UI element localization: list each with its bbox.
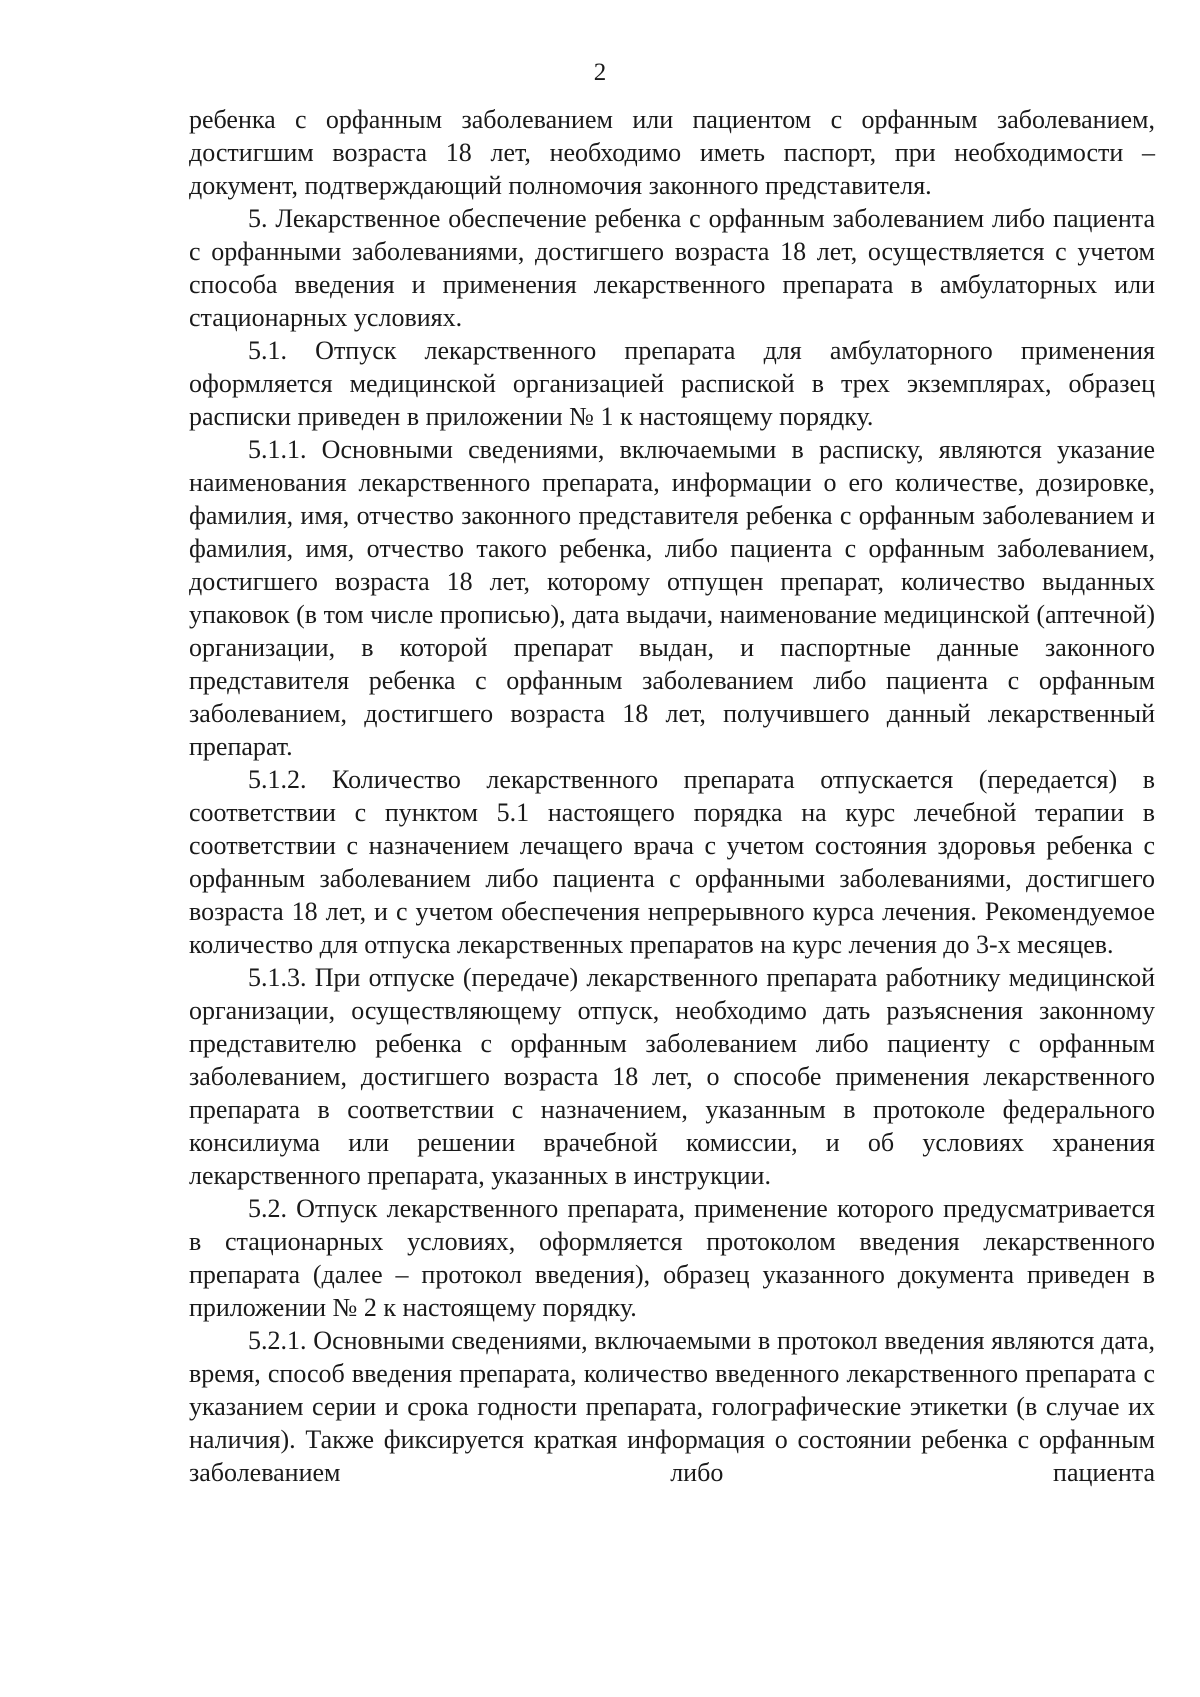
document-body bbox=[189, 103, 1155, 1489]
paragraph-section-5-1-2: 5.1.2. Количество лекарственного препарата отпускается (передается) в соответствии с пунктом 5.1 настоящего порядка на курс лечебной терапии в соответствии с назначением лечащего врача с учетом состояния здоровья ребенка с орфанным заболеванием либо пациента с орфанными заболеваниями, достигшего возраста 18 лет, и с учетом обеспечения непрерывного курса лечения. Рекомендуемое количество для отпуска лекарственных препаратов на курс лечения до 3-х месяцев. bbox=[189, 765, 1155, 959]
paragraph-section-5-2-1: 5.2.1. Основными сведениями, включаемыми в протокол введения являются дата, время, способ введения препарата, количество введенного лекарственного препарата с указанием серии и срока годности препарата, голографические этикетки (в случае их наличия). Также фиксируется краткая информация о состоянии ребенка с орфанным заболеванием либо пациента bbox=[189, 1326, 1155, 1487]
paragraph-section-5-1-3: 5.1.3. При отпуске (передаче) лекарственного препарата работнику медицинской организации, осуществляющему отпуск, необходимо дать разъяснения законному представителю ребенка с орфанным заболеванием либо пациенту с орфанным заболеванием, достигшего возраста 18 лет, о способе применения лекарственного препарата в соответствии с назначением, указанным в протоколе федерального консилиума или решении врачебной комиссии, и об условиях хранения лекарственного препарата, указанных в инструкции. bbox=[189, 963, 1155, 1190]
paragraph-section-5: 5. Лекарственное обеспечение ребенка с орфанным заболеванием либо пациента с орфанными заболеваниями, достигшего возраста 18 лет, осуществляется с учетом способа введения и применения лекарственного препарата в амбулаторных или стационарных условиях. bbox=[189, 204, 1155, 332]
page-number: 2 bbox=[593, 59, 607, 86]
paragraph-continuation: ребенка с орфанным заболеванием или пациентом с орфанным заболеванием, достигшим возраста 18 лет, необходимо иметь паспорт, при необходимости – документ, подтверждающий полномочия законного представителя. bbox=[189, 105, 1155, 200]
paragraph-section-5-2: 5.2. Отпуск лекарственного препарата, применение которого предусматривается в стационарных условиях, оформляется протоколом введения лекарственного препарата (далее – протокол введения), образец указанного документа приведен в приложении № 2 к настоящему порядку. bbox=[189, 1194, 1155, 1322]
paragraph-section-5-1-1: 5.1.1. Основными сведениями, включаемыми в расписку, являются указание наименования лекарственного препарата, информации о его количестве, дозировке, фамилия, имя, отчество законного представителя ребенка с орфанным заболеванием и фамилия, имя, отчество такого ребенка, либо пациента с орфанным заболеванием, достигшего возраста 18 лет, которому отпущен препарат, количество выданных упаковок (в том числе прописью), дата выдачи, наименование медицинской (аптечной) организации, в которой препарат выдан, и паспортные данные законного представителя ребенка с орфанным заболеванием либо пациента с орфанным заболеванием, достигшего возраста 18 лет, получившего данный лекарственный препарат. bbox=[189, 435, 1155, 761]
paragraph-section-5-1: 5.1. Отпуск лекарственного препарата для амбулаторного применения оформляется медицинской организацией распиской в трех экземплярах, образец расписки приведен в приложении № 1 к настоящему порядку. bbox=[189, 336, 1155, 431]
